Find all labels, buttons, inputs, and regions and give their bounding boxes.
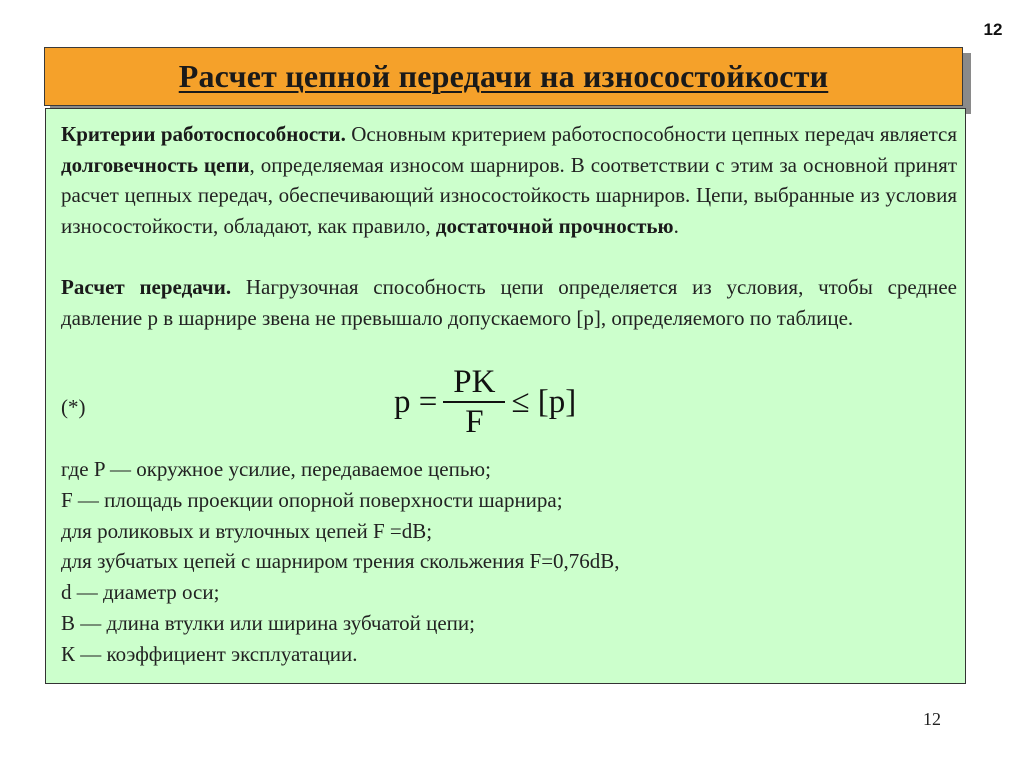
formula-lhs: p = xyxy=(394,383,438,420)
page-number-top: 12 xyxy=(983,20,1003,39)
chain-durability-term: долговечность цепи xyxy=(61,152,250,177)
sufficient-strength-term: достаточной прочностью xyxy=(435,213,674,238)
definition-line: К — коэффициент эксплуатации. xyxy=(61,641,358,666)
calculation-text: Нагрузочная способность цепи определяется из условия, чтобы среднее давление p в шарнире звена не превышало допускаемого [p], определяемого по таблице. xyxy=(61,275,957,330)
pressure-formula xyxy=(394,361,576,443)
criteria-text-3: . xyxy=(673,213,679,238)
definition-line: d — диаметр оси; xyxy=(61,580,220,605)
definition-line: где P — окружное усилие, передаваемое цепью; xyxy=(61,457,491,481)
formula-rhs: ≤ [p] xyxy=(511,383,577,420)
definition-line: для роликовых и втулочных цепей F =dB; xyxy=(61,518,433,543)
definition-line: F — площадь проекции опорной поверхности шарнира; xyxy=(61,487,563,512)
calculation-paragraph xyxy=(61,272,957,333)
calculation-heading: Расчет передачи. xyxy=(61,275,232,299)
criteria-heading: Критерии работоспособности. xyxy=(61,122,346,146)
definition-line: B — длина втулки или ширина зубчатой цепи; xyxy=(61,610,475,635)
definitions-list xyxy=(61,454,620,670)
criteria-text-1: Основным критерием работоспособности цепных передач является xyxy=(345,122,957,146)
formula-numerator: PK xyxy=(453,364,496,400)
slide-title: Расчет цепной передачи на износостойкости xyxy=(178,58,829,94)
criteria-text-2: , определяемая износом шарниров. В соответствии с этим за основной принят расчет цепных передач, обеспечивающий износостойкость шарниров. Цепи, выбранные из условия износостойкости, обладают, как правило, xyxy=(61,152,957,238)
formula-label: (*) xyxy=(61,395,86,419)
page-number-bottom: 12 xyxy=(923,709,941,729)
formula-denominator: F xyxy=(465,404,484,440)
criteria-paragraph xyxy=(61,119,957,241)
formula-fraction xyxy=(443,363,505,441)
content-panel xyxy=(45,108,966,684)
definition-line: для зубчатых цепей с шарниром трения скольжения F=0,76dB, xyxy=(61,549,620,574)
title-banner xyxy=(44,47,963,106)
